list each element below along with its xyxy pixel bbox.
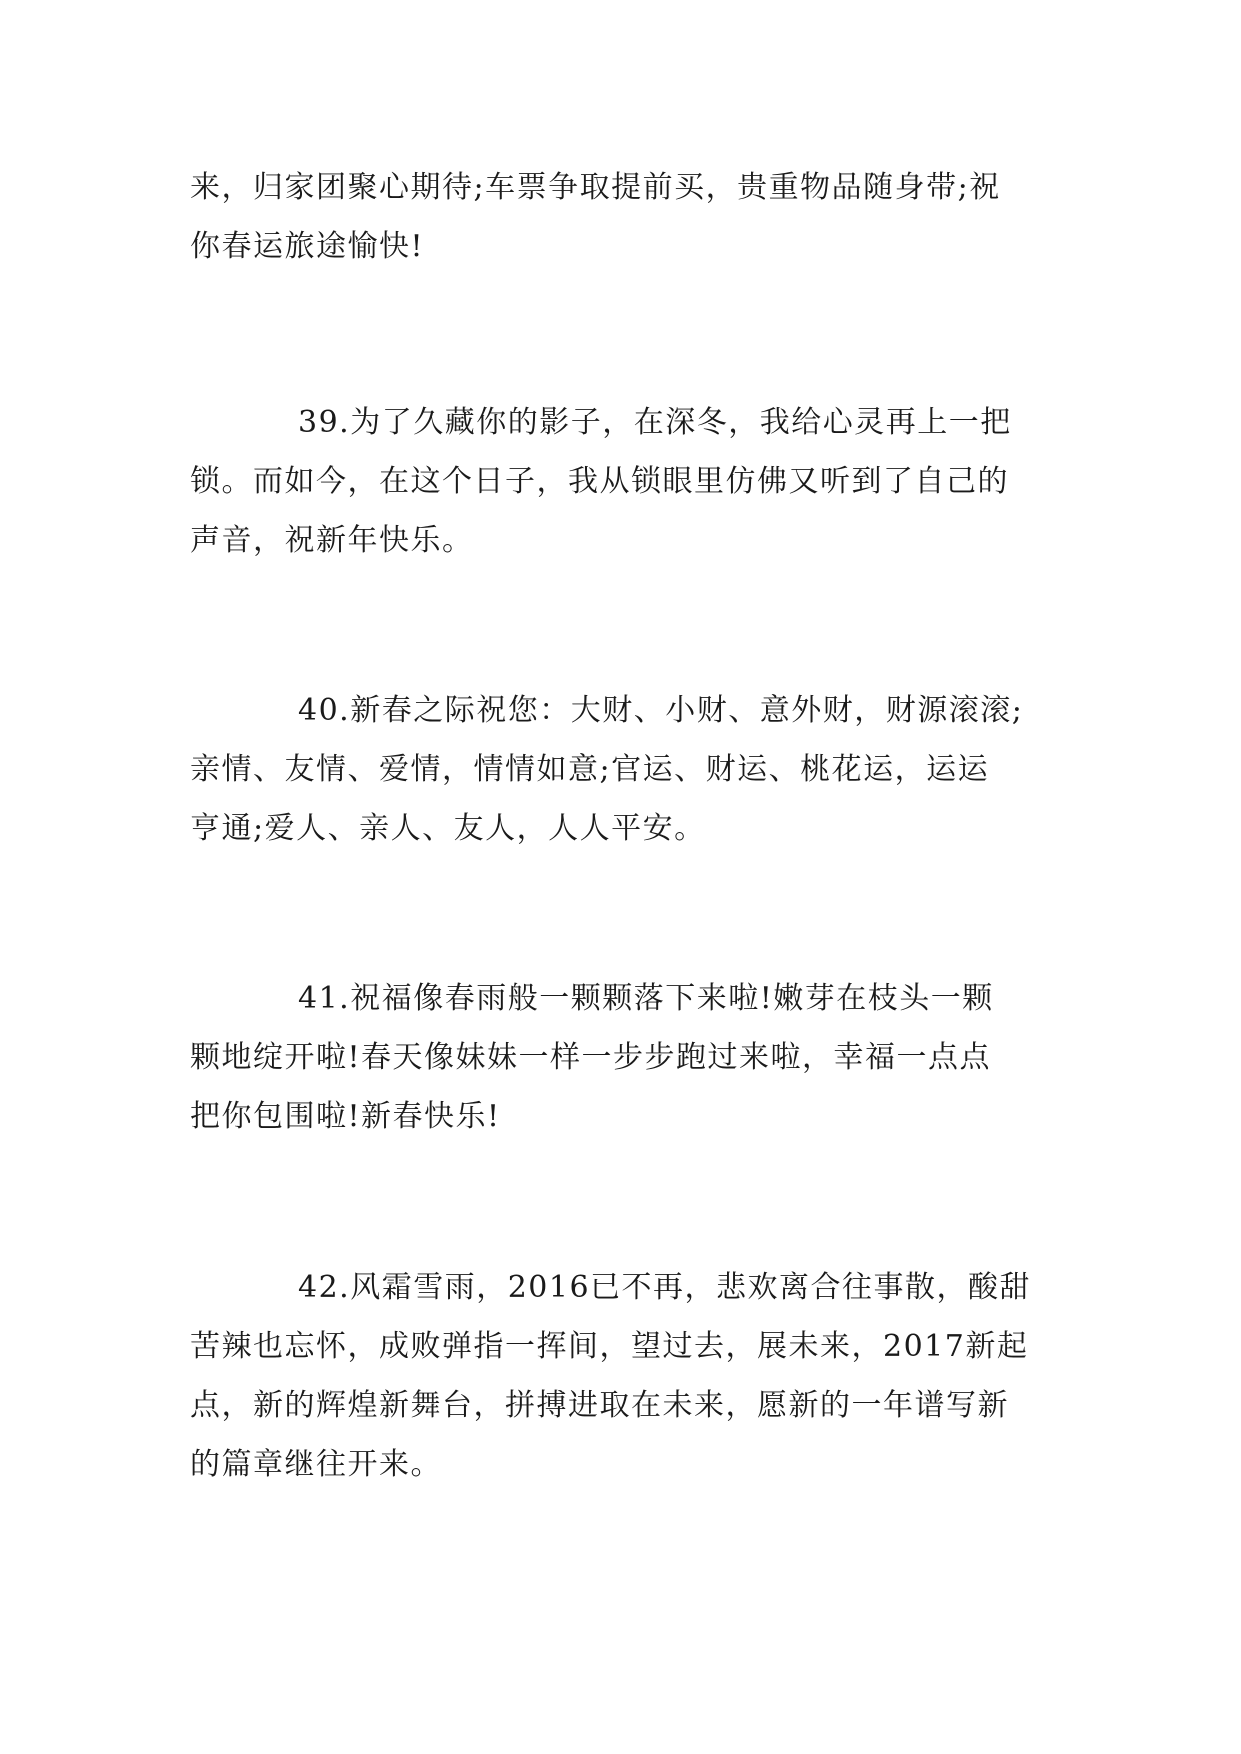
paragraph-line: 点，新的辉煌新舞台，拼搏进取在未来，愿新的一年谱写新	[190, 1388, 1009, 1423]
paragraph-line: 亨通;爱人、亲人、友人，人人平安。	[190, 811, 706, 846]
paragraph-40	[190, 681, 1052, 858]
paragraph-line: 锁。而如今，在这个日子，我从锁眼里仿佛又听到了自己的	[190, 464, 1009, 499]
paragraph-42	[190, 1258, 1052, 1494]
paragraph-line: 41.祝福像春雨般一颗颗落下来啦!嫩芽在枝头一颗	[298, 981, 994, 1016]
paragraph-line: 42.风霜雪雨，2016已不再，悲欢离合往事散，酸甜	[298, 1270, 1032, 1305]
paragraph-line: 40.新春之际祝您：大财、小财、意外财，财源滚滚;	[298, 693, 1024, 728]
paragraph-continued	[190, 158, 1052, 276]
paragraph-line: 来，归家团聚心期待;车票争取提前买，贵重物品随身带;祝	[190, 170, 1001, 205]
paragraph-line: 亲情、友情、爱情，情情如意;官运、财运、桃花运，运运	[190, 752, 990, 787]
paragraph-line: 你春运旅途愉快!	[190, 229, 425, 264]
paragraph-line: 39.为了久藏你的影子，在深冬，我给心灵再上一把	[298, 405, 1012, 440]
paragraph-line: 颗地绽开啦!春天像妹妹一样一步步跑过来啦，幸福一点点	[190, 1040, 992, 1075]
paragraph-line: 把你包围啦!新春快乐!	[190, 1099, 501, 1134]
paragraph-line: 声音，祝新年快乐。	[190, 523, 474, 558]
paragraph-line: 苦辣也忘怀，成败弹指一挥间，望过去，展未来，2017新起	[190, 1329, 1029, 1364]
paragraph-41	[190, 969, 1052, 1146]
paragraph-line: 的篇章继往开来。	[190, 1447, 442, 1482]
paragraph-39	[190, 393, 1052, 570]
